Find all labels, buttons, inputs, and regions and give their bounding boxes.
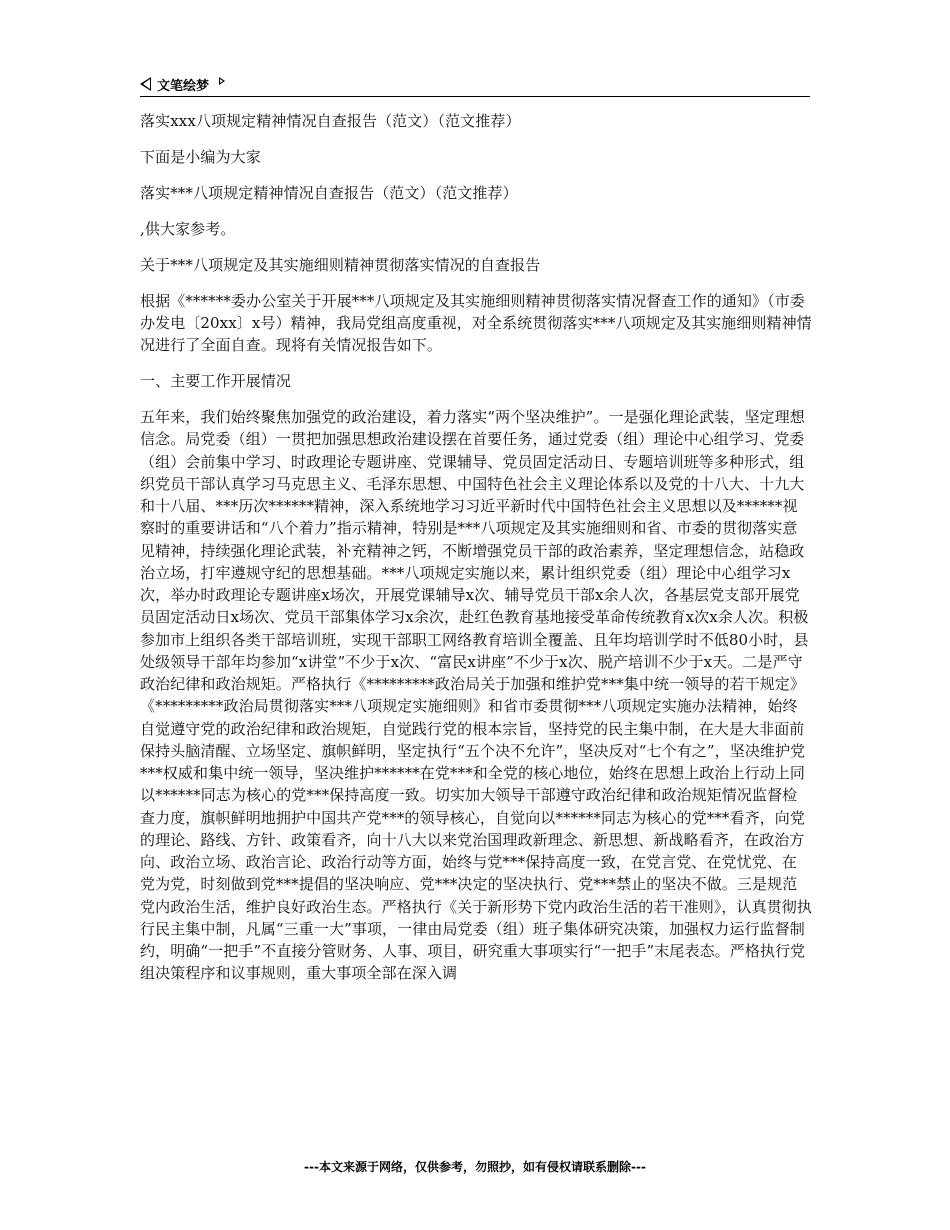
document-body xyxy=(140,110,812,985)
line-intro-editor: 下面是小编为大家 xyxy=(140,148,261,166)
document-header xyxy=(140,72,810,96)
intro-paragraph: 根据《******委办公室关于开展***八项规定及其实施细则精神贯彻落实情况督查工作的通知》（市委办发电〔20xx〕x号）精神，我局党组高度重视，对全系统贯彻落实***八项规定及其实施细则精神情况进行了全面自查。现将有关情况报告如下。 xyxy=(140,292,812,354)
line-for-reference: ,供大家参考。 xyxy=(140,220,236,238)
report-title: 关于***八项规定及其实施细则精神贯彻落实情况的自查报告 xyxy=(140,256,541,274)
brand-label: 文笔绘梦 xyxy=(157,78,210,94)
footer-notice: ---本文来源于网络，仅供参考，勿照抄，如有侵权请联系删除--- xyxy=(304,1160,646,1174)
header-divider xyxy=(140,96,810,97)
section-heading: 一、主要工作开展情况 xyxy=(140,372,292,390)
section-body-paragraph: 五年来，我们始终聚焦加强党的政治建设，着力落实“两个坚决维护”。一是强化理论武装，坚定理想信念。局党委（组）一贯把加强思想政治建设摆在首要任务，通过党委（组）理论中心组学习、党委（组）会前集中学习、时政理论专题讲座、党课辅导、党员固定活动日、专题培训班等多种形式，组织党员干部认真学习马克思主义、毛泽东思想、中国特色社会主义理论体系以及党的十八大、十九大和十八届、***历次******精神，深入系统地学习习近平新时代中国特色社会主义思想以及******视察时的重要讲话和“八个着力”指示精神，特别是***八项规定及其实施细则和省、市委的贯彻落实意见精神，持续强化理论武装，补充精神之钙，不断增强党员干部的政治素养，坚定理想信念，站稳政治立场，打牢遵规守纪的思想基础。***八项规定实施以来，累计组织党委（组）理论中心组学习x次，举办时政理论专题讲座x场次，开展党课辅导x次、辅导党员干部x余人次，各基层党支部开展党员固定活动日x场次、党员干部集体学习x余次，赴红色教育基地接受革命传统教育x次x余人次。积极参加市上组织各类干部培训班，实现干部职工网络教育培训全覆盖、且年均培训学时不低80小时，县处级领导干部年均参加“x讲堂”不少于x次、“富民x讲座”不少于x次、脱产培训不少于x天。二是严守政治纪律和政治规矩。严格执行《*********政治局关于加强和维护党***集中统一领导的若干规定》《*********政治局贯彻落实***八项规定实施细则》和省市委贯彻***八项规定实施办法精神，始终自觉遵守党的政治纪律和政治规矩，自觉践行党的根本宗旨，坚持党的民主集中制，在大是大非面前保持头脑清醒、立场坚定、旗帜鲜明，坚定执行“五个决不允许”，坚决反对“七个有之”，坚决维护党***权威和集中统一领导，坚决维护******在党***和全党的核心地位，始终在思想上政治上行动上同以******同志为核心的党***保持高度一致。切实加大领导干部遵守政治纪律和政治规矩情况监督检查力度，旗帜鲜明地拥护中国共产党***的领导核心，自觉向以******同志为核心的党***看齐，向党的理论、路线、方针、政策看齐，向十八大以来党治国理政新理念、新思想、新战略看齐，在政治方向、政治立场、政治言论、政治行动等方面，始终与党***保持高度一致，在党言党、在党忧党、在党为党，时刻做到党***提倡的坚决响应、党***决定的坚决执行、党***禁止的坚决不做。三是规范党内政治生活，维护良好政治生态。严格执行《关于新形势下党内政治生活的若干准则》，认真贯彻执行民主集中制，凡属“三重一大”事项，一律由局党委（组）班子集体研究决策，加强权力运行监督制约，明确“一把手”不直接分管财务、人事、项目，研究重大事项实行“一把手”末尾表态。严格执行党组决策程序和议事规则，重大事项全部在深入调 xyxy=(140,408,813,983)
triangle-left-outline-icon xyxy=(140,77,151,91)
line-title-2: 落实***八项规定精神情况自查报告（范文）（范文推荐） xyxy=(140,184,518,202)
triangle-right-outline-icon xyxy=(219,77,225,85)
line-title-1: 落实xxx八项规定精神情况自查报告（范文）（范文推荐） xyxy=(140,112,521,130)
